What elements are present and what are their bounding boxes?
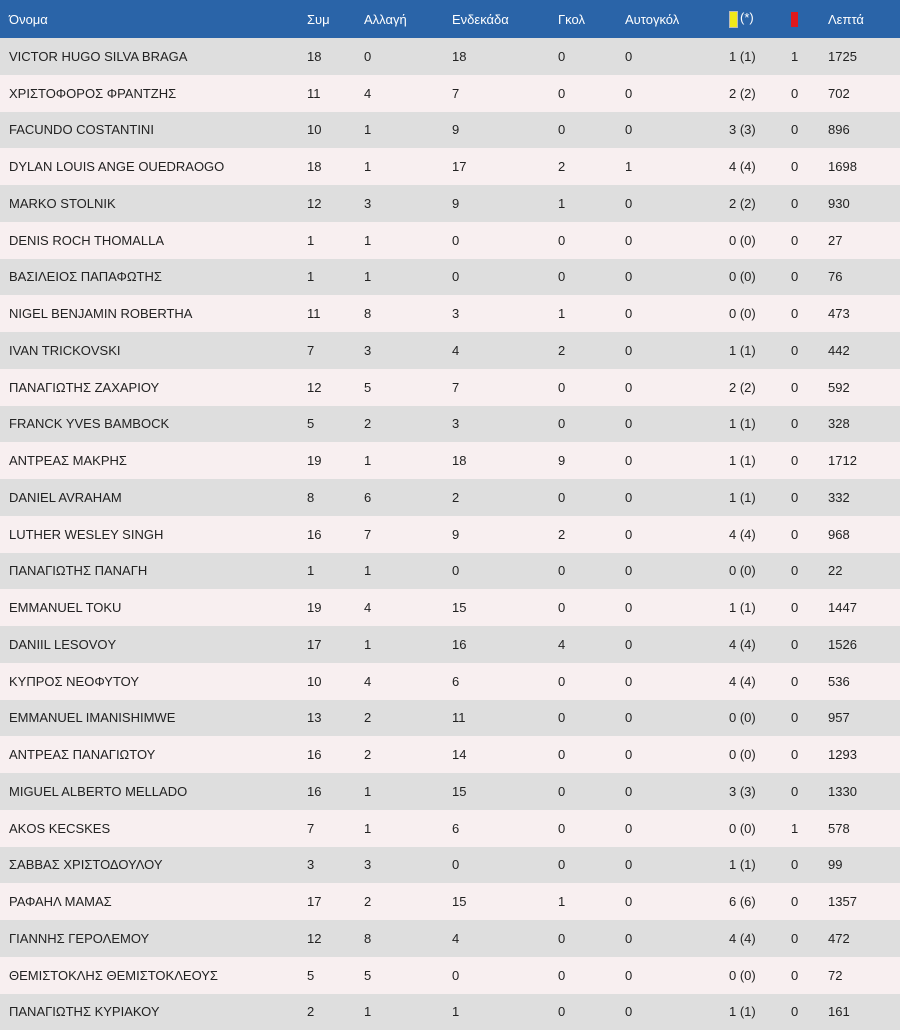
cell-starts: 11	[452, 700, 558, 737]
header-substitutions[interactable]: Αλλαγή	[364, 0, 452, 38]
cell-yellow-cards: 2 (2)	[729, 185, 791, 222]
cell-starts: 17	[452, 148, 558, 185]
cell-substitutions: 3	[364, 185, 452, 222]
cell-player-name[interactable]: ΧΡΙΣΤΟΦΟΡΟΣ ΦΡΑΝΤΖΗΣ	[0, 75, 307, 112]
cell-yellow-cards: 0 (0)	[729, 222, 791, 259]
cell-appearances: 19	[307, 442, 364, 479]
cell-minutes: 536	[828, 663, 900, 700]
cell-goals: 0	[558, 553, 625, 590]
cell-goals: 0	[558, 957, 625, 994]
cell-yellow-cards: 0 (0)	[729, 957, 791, 994]
cell-appearances: 7	[307, 332, 364, 369]
cell-yellow-cards: 1 (1)	[729, 847, 791, 884]
cell-goals: 2	[558, 332, 625, 369]
cell-minutes: 1357	[828, 883, 900, 920]
cell-starts: 9	[452, 185, 558, 222]
cell-yellow-cards: 4 (4)	[729, 663, 791, 700]
cell-own-goals: 0	[625, 553, 729, 590]
cell-red-cards: 0	[791, 553, 828, 590]
cell-yellow-cards: 6 (6)	[729, 883, 791, 920]
cell-substitutions: 1	[364, 994, 452, 1030]
cell-starts: 15	[452, 589, 558, 626]
cell-appearances: 2	[307, 994, 364, 1030]
table-row	[0, 222, 900, 259]
header-goals[interactable]: Γκολ	[558, 0, 625, 38]
cell-player-name[interactable]: FRANCK YVES BAMBOCK	[0, 406, 307, 443]
cell-substitutions: 2	[364, 736, 452, 773]
cell-appearances: 11	[307, 75, 364, 112]
cell-player-name[interactable]: NIGEL BENJAMIN ROBERTHA	[0, 295, 307, 332]
cell-player-name[interactable]: DENIS ROCH THOMALLA	[0, 222, 307, 259]
cell-appearances: 12	[307, 369, 364, 406]
cell-yellow-cards: 0 (0)	[729, 553, 791, 590]
cell-goals: 1	[558, 883, 625, 920]
cell-appearances: 12	[307, 920, 364, 957]
cell-minutes: 27	[828, 222, 900, 259]
table-row	[0, 883, 900, 920]
cell-own-goals: 0	[625, 516, 729, 553]
cell-red-cards: 0	[791, 883, 828, 920]
cell-substitutions: 1	[364, 442, 452, 479]
cell-appearances: 17	[307, 883, 364, 920]
table-body	[0, 38, 900, 1030]
cell-yellow-cards: 4 (4)	[729, 148, 791, 185]
cell-minutes: 578	[828, 810, 900, 847]
cell-starts: 7	[452, 75, 558, 112]
cell-appearances: 13	[307, 700, 364, 737]
cell-goals: 9	[558, 442, 625, 479]
cell-appearances: 1	[307, 553, 364, 590]
cell-starts: 3	[452, 295, 558, 332]
cell-starts: 0	[452, 553, 558, 590]
cell-goals: 0	[558, 369, 625, 406]
cell-player-name[interactable]: ΠΑΝΑΓΙΩΤΗΣ ΖΑΧΑΡΙΟΥ	[0, 369, 307, 406]
cell-substitutions: 2	[364, 406, 452, 443]
cell-starts: 4	[452, 332, 558, 369]
table-row	[0, 589, 900, 626]
cell-goals: 0	[558, 810, 625, 847]
yellow-card-icon	[729, 11, 738, 28]
cell-own-goals: 0	[625, 700, 729, 737]
cell-own-goals: 0	[625, 663, 729, 700]
table-row	[0, 442, 900, 479]
cell-own-goals: 0	[625, 295, 729, 332]
cell-minutes: 22	[828, 553, 900, 590]
cell-player-name[interactable]: MARKO STOLNIK	[0, 185, 307, 222]
cell-substitutions: 1	[364, 626, 452, 663]
header-starts[interactable]: Ενδεκάδα	[452, 0, 558, 38]
cell-appearances: 5	[307, 957, 364, 994]
cell-minutes: 1526	[828, 626, 900, 663]
cell-substitutions: 1	[364, 259, 452, 296]
cell-yellow-cards: 4 (4)	[729, 516, 791, 553]
cell-substitutions: 5	[364, 957, 452, 994]
cell-yellow-cards: 0 (0)	[729, 700, 791, 737]
cell-yellow-cards: 0 (0)	[729, 736, 791, 773]
header-appearances[interactable]: Συμ	[307, 0, 364, 38]
cell-appearances: 18	[307, 38, 364, 75]
cell-minutes: 592	[828, 369, 900, 406]
table-row	[0, 479, 900, 516]
cell-yellow-cards: 4 (4)	[729, 920, 791, 957]
cell-starts: 0	[452, 957, 558, 994]
table-header-row	[0, 0, 900, 38]
cell-red-cards: 0	[791, 148, 828, 185]
table-row	[0, 700, 900, 737]
table-row	[0, 332, 900, 369]
cell-goals: 0	[558, 38, 625, 75]
cell-appearances: 10	[307, 663, 364, 700]
cell-yellow-cards: 1 (1)	[729, 994, 791, 1030]
cell-player-name[interactable]: ΠΑΝΑΓΙΩΤΗΣ ΠΑΝΑΓΗ	[0, 553, 307, 590]
cell-own-goals: 0	[625, 442, 729, 479]
cell-red-cards: 0	[791, 259, 828, 296]
cell-goals: 0	[558, 847, 625, 884]
cell-own-goals: 0	[625, 112, 729, 149]
cell-own-goals: 0	[625, 883, 729, 920]
cell-own-goals: 0	[625, 38, 729, 75]
cell-minutes: 332	[828, 479, 900, 516]
header-minutes[interactable]: Λεπτά	[828, 0, 900, 38]
cell-red-cards: 0	[791, 589, 828, 626]
cell-red-cards: 0	[791, 700, 828, 737]
cell-red-cards: 0	[791, 773, 828, 810]
cell-red-cards: 0	[791, 994, 828, 1030]
header-red-cards[interactable]	[791, 0, 828, 38]
cell-minutes: 968	[828, 516, 900, 553]
cell-player-name[interactable]: AKOS KECSKES	[0, 810, 307, 847]
cell-starts: 0	[452, 259, 558, 296]
cell-starts: 16	[452, 626, 558, 663]
cell-own-goals: 0	[625, 810, 729, 847]
cell-yellow-cards: 2 (2)	[729, 369, 791, 406]
header-name[interactable]: Όνομα	[0, 0, 307, 38]
cell-substitutions: 0	[364, 38, 452, 75]
cell-starts: 15	[452, 883, 558, 920]
cell-yellow-cards: 1 (1)	[729, 38, 791, 75]
cell-goals: 0	[558, 406, 625, 443]
cell-player-name[interactable]: DYLAN LOUIS ANGE OUEDRAOGO	[0, 148, 307, 185]
cell-minutes: 896	[828, 112, 900, 149]
cell-yellow-cards: 1 (1)	[729, 479, 791, 516]
cell-yellow-cards: 4 (4)	[729, 626, 791, 663]
cell-substitutions: 1	[364, 222, 452, 259]
cell-substitutions: 3	[364, 332, 452, 369]
cell-goals: 0	[558, 773, 625, 810]
cell-appearances: 1	[307, 222, 364, 259]
table-row	[0, 295, 900, 332]
table-row	[0, 847, 900, 884]
cell-starts: 14	[452, 736, 558, 773]
cell-minutes: 1330	[828, 773, 900, 810]
cell-appearances: 8	[307, 479, 364, 516]
cell-goals: 0	[558, 920, 625, 957]
cell-substitutions: 3	[364, 847, 452, 884]
cell-yellow-cards: 1 (1)	[729, 332, 791, 369]
cell-red-cards: 0	[791, 75, 828, 112]
cell-own-goals: 0	[625, 773, 729, 810]
cell-own-goals: 0	[625, 920, 729, 957]
cell-goals: 0	[558, 700, 625, 737]
cell-substitutions: 8	[364, 295, 452, 332]
cell-red-cards: 0	[791, 736, 828, 773]
cell-goals: 0	[558, 736, 625, 773]
cell-yellow-cards: 2 (2)	[729, 75, 791, 112]
cell-yellow-cards: 3 (3)	[729, 773, 791, 810]
cell-minutes: 472	[828, 920, 900, 957]
cell-player-name[interactable]: LUTHER WESLEY SINGH	[0, 516, 307, 553]
cell-substitutions: 4	[364, 589, 452, 626]
cell-appearances: 18	[307, 148, 364, 185]
cell-substitutions: 1	[364, 148, 452, 185]
cell-player-name[interactable]: ΑΝΤΡΕΑΣ ΜΑΚΡΗΣ	[0, 442, 307, 479]
cell-red-cards: 0	[791, 406, 828, 443]
cell-appearances: 11	[307, 295, 364, 332]
cell-player-name[interactable]: IVAN TRICKOVSKI	[0, 332, 307, 369]
cell-minutes: 1712	[828, 442, 900, 479]
cell-red-cards: 0	[791, 112, 828, 149]
cell-minutes: 473	[828, 295, 900, 332]
cell-player-name[interactable]: ΘΕΜΙΣΤΟΚΛΗΣ ΘΕΜΙΣΤΟΚΛΕΟΥΣ	[0, 957, 307, 994]
red-card-icon	[791, 12, 798, 27]
cell-appearances: 16	[307, 516, 364, 553]
cell-goals: 0	[558, 222, 625, 259]
cell-starts: 3	[452, 406, 558, 443]
cell-minutes: 76	[828, 259, 900, 296]
cell-substitutions: 4	[364, 663, 452, 700]
cell-goals: 2	[558, 516, 625, 553]
cell-substitutions: 5	[364, 369, 452, 406]
cell-appearances: 17	[307, 626, 364, 663]
cell-yellow-cards: 3 (3)	[729, 112, 791, 149]
cell-minutes: 702	[828, 75, 900, 112]
cell-own-goals: 0	[625, 847, 729, 884]
cell-goals: 1	[558, 295, 625, 332]
cell-starts: 15	[452, 773, 558, 810]
cell-substitutions: 7	[364, 516, 452, 553]
cell-player-name[interactable]: DANIEL AVRAHAM	[0, 479, 307, 516]
cell-starts: 9	[452, 112, 558, 149]
cell-substitutions: 1	[364, 773, 452, 810]
table-row	[0, 369, 900, 406]
cell-minutes: 161	[828, 994, 900, 1030]
cell-red-cards: 0	[791, 957, 828, 994]
cell-starts: 4	[452, 920, 558, 957]
cell-player-name[interactable]: ΣΑΒΒΑΣ ΧΡΙΣΤΟΔΟΥΛΟΥ	[0, 847, 307, 884]
cell-minutes: 72	[828, 957, 900, 994]
cell-player-name[interactable]: DANIIL LESOVOY	[0, 626, 307, 663]
cell-substitutions: 1	[364, 810, 452, 847]
cell-goals: 2	[558, 148, 625, 185]
cell-appearances: 16	[307, 736, 364, 773]
table-row	[0, 185, 900, 222]
cell-player-name[interactable]: ΓΙΑΝΝΗΣ ΓΕΡΟΛΕΜΟΥ	[0, 920, 307, 957]
cell-minutes: 1447	[828, 589, 900, 626]
cell-starts: 7	[452, 369, 558, 406]
cell-minutes: 1725	[828, 38, 900, 75]
cell-red-cards: 0	[791, 847, 828, 884]
cell-minutes: 328	[828, 406, 900, 443]
cell-starts: 0	[452, 847, 558, 884]
table-row	[0, 553, 900, 590]
cell-own-goals: 0	[625, 222, 729, 259]
cell-player-name[interactable]: ΑΝΤΡΕΑΣ ΠΑΝΑΓΙΩΤΟΥ	[0, 736, 307, 773]
cell-yellow-cards: 0 (0)	[729, 295, 791, 332]
cell-substitutions: 1	[364, 553, 452, 590]
cell-player-name[interactable]: EMMANUEL IMANISHIMWE	[0, 700, 307, 737]
cell-red-cards: 0	[791, 920, 828, 957]
header-yellow-cards[interactable]	[729, 0, 791, 38]
cell-red-cards: 0	[791, 222, 828, 259]
cell-goals: 0	[558, 479, 625, 516]
cell-player-name[interactable]: ΡΑΦΑΗΛ ΜΑΜΑΣ	[0, 883, 307, 920]
cell-own-goals: 0	[625, 589, 729, 626]
cell-red-cards: 0	[791, 479, 828, 516]
cell-starts: 18	[452, 442, 558, 479]
cell-red-cards: 0	[791, 185, 828, 222]
cell-own-goals: 0	[625, 406, 729, 443]
cell-red-cards: 0	[791, 369, 828, 406]
cell-yellow-cards: 0 (0)	[729, 259, 791, 296]
cell-substitutions: 4	[364, 75, 452, 112]
table-row	[0, 406, 900, 443]
cell-own-goals: 0	[625, 994, 729, 1030]
cell-own-goals: 0	[625, 259, 729, 296]
cell-appearances: 1	[307, 259, 364, 296]
cell-player-name[interactable]: FACUNDO COSTANTINI	[0, 112, 307, 149]
cell-minutes: 1698	[828, 148, 900, 185]
yellow-card-suffix: (*)	[740, 10, 754, 25]
cell-own-goals: 0	[625, 369, 729, 406]
cell-red-cards: 0	[791, 663, 828, 700]
cell-player-name[interactable]: ΚΥΠΡΟΣ ΝΕΟΦΥΤΟΥ	[0, 663, 307, 700]
cell-appearances: 7	[307, 810, 364, 847]
cell-red-cards: 1	[791, 38, 828, 75]
cell-red-cards: 0	[791, 442, 828, 479]
cell-player-name[interactable]: ΒΑΣΙΛΕΙΟΣ ΠΑΠΑΦΩΤΗΣ	[0, 259, 307, 296]
cell-starts: 9	[452, 516, 558, 553]
table-row	[0, 626, 900, 663]
cell-yellow-cards: 1 (1)	[729, 406, 791, 443]
cell-red-cards: 1	[791, 810, 828, 847]
cell-starts: 6	[452, 663, 558, 700]
cell-starts: 1	[452, 994, 558, 1030]
cell-yellow-cards: 0 (0)	[729, 810, 791, 847]
cell-red-cards: 0	[791, 332, 828, 369]
table-row	[0, 736, 900, 773]
cell-substitutions: 8	[364, 920, 452, 957]
cell-own-goals: 0	[625, 75, 729, 112]
cell-red-cards: 0	[791, 516, 828, 553]
table-row	[0, 663, 900, 700]
cell-minutes: 1293	[828, 736, 900, 773]
cell-player-name[interactable]: ΠΑΝΑΓΙΩΤΗΣ ΚΥΡΙΑΚΟΥ	[0, 994, 307, 1030]
cell-appearances: 16	[307, 773, 364, 810]
cell-goals: 0	[558, 589, 625, 626]
cell-goals: 0	[558, 663, 625, 700]
cell-player-name[interactable]: VICTOR HUGO SILVA BRAGA	[0, 38, 307, 75]
cell-goals: 0	[558, 994, 625, 1030]
cell-substitutions: 6	[364, 479, 452, 516]
cell-starts: 18	[452, 38, 558, 75]
cell-goals: 0	[558, 112, 625, 149]
table-row	[0, 773, 900, 810]
table-row	[0, 920, 900, 957]
table-row	[0, 957, 900, 994]
cell-substitutions: 1	[364, 112, 452, 149]
cell-goals: 1	[558, 185, 625, 222]
cell-goals: 0	[558, 259, 625, 296]
cell-substitutions: 2	[364, 700, 452, 737]
header-own-goals[interactable]: Αυτογκόλ	[625, 0, 729, 38]
cell-own-goals: 0	[625, 957, 729, 994]
cell-starts: 0	[452, 222, 558, 259]
cell-own-goals: 0	[625, 479, 729, 516]
table-row	[0, 259, 900, 296]
table-row	[0, 516, 900, 553]
cell-own-goals: 0	[625, 626, 729, 663]
cell-goals: 0	[558, 75, 625, 112]
cell-player-name[interactable]: EMMANUEL TOKU	[0, 589, 307, 626]
cell-yellow-cards: 1 (1)	[729, 589, 791, 626]
cell-own-goals: 0	[625, 332, 729, 369]
table-row	[0, 148, 900, 185]
cell-own-goals: 0	[625, 185, 729, 222]
cell-appearances: 12	[307, 185, 364, 222]
cell-player-name[interactable]: MIGUEL ALBERTO MELLADO	[0, 773, 307, 810]
cell-red-cards: 0	[791, 626, 828, 663]
table-row	[0, 810, 900, 847]
table-row	[0, 112, 900, 149]
cell-appearances: 5	[307, 406, 364, 443]
cell-appearances: 10	[307, 112, 364, 149]
cell-minutes: 99	[828, 847, 900, 884]
cell-yellow-cards: 1 (1)	[729, 442, 791, 479]
table-row	[0, 994, 900, 1030]
cell-minutes: 442	[828, 332, 900, 369]
cell-minutes: 957	[828, 700, 900, 737]
cell-starts: 6	[452, 810, 558, 847]
cell-appearances: 3	[307, 847, 364, 884]
cell-red-cards: 0	[791, 295, 828, 332]
table-row	[0, 38, 900, 75]
cell-appearances: 19	[307, 589, 364, 626]
cell-own-goals: 0	[625, 736, 729, 773]
cell-starts: 2	[452, 479, 558, 516]
cell-goals: 4	[558, 626, 625, 663]
table-row	[0, 75, 900, 112]
cell-own-goals: 1	[625, 148, 729, 185]
cell-substitutions: 2	[364, 883, 452, 920]
cell-minutes: 930	[828, 185, 900, 222]
